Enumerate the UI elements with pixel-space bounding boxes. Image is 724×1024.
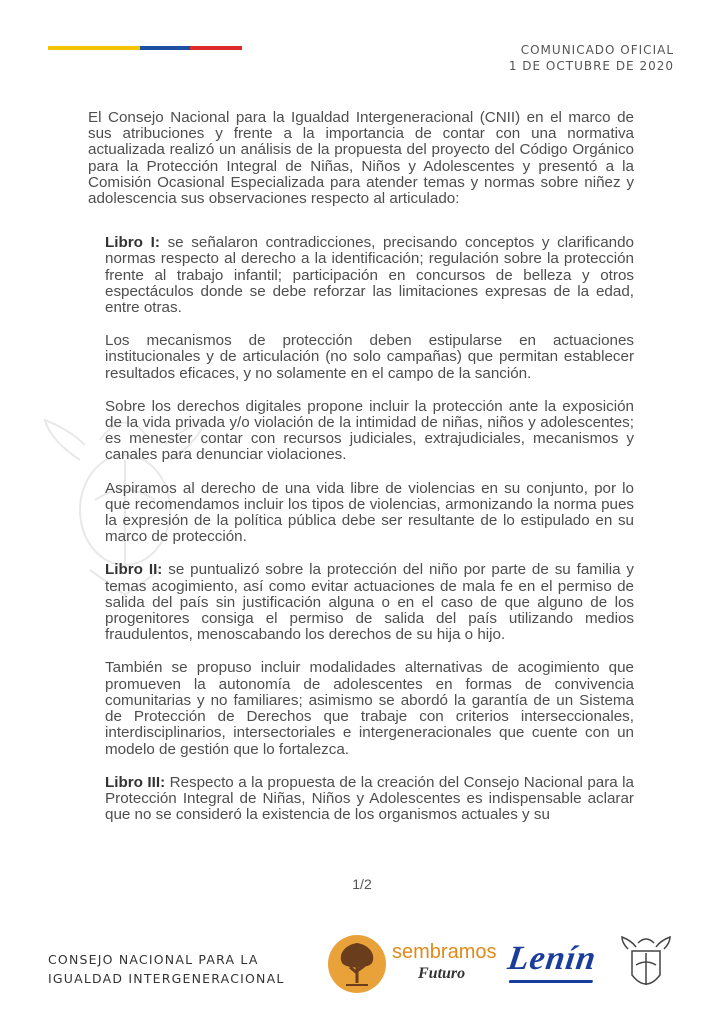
- libro-3-text: Respecto a la propuesta de la creación del Consejo Nacional para la Protección Integral de Niñas, Niños y Adolescentes es indispensable aclarar que no se consideró la existencia de los organismos actuales y su: [105, 773, 634, 824]
- coat-of-arms-icon: [620, 935, 672, 997]
- libro-3-label: Libro III:: [105, 773, 166, 791]
- document-body: [88, 110, 634, 840]
- logo-futuro-text: Futuro: [418, 965, 466, 982]
- derechos-digitales-paragraph: Sobre los derechos digitales propone incluir la protección ante la exposición de la vida privada y/o violación de la intimidad de niñas, niños y adolescentes; es menester contar con recursos judiciales, extrajudiciales, mecanismos y canales para denunciar violaciones.: [105, 397, 634, 464]
- logo-sembramos-text: sembramos: [392, 941, 497, 963]
- acogimiento-paragraph: También se propuso incluir modalidades alternativas de acogimiento que promueven la autonomía de adolescentes en formas de convivencia comunitarias y no familiares; asimismo se abordó la garantía de un Sistema de Protección de Derechos que trabaje con criterios interseccionales, interdisciplinarios, intersectoriales e intergeneracionales que cuente con un modelo de gestión que lo fortalezca.: [105, 659, 634, 758]
- flag-color-bar: [48, 46, 242, 50]
- sembramos-futuro-logo: [326, 935, 496, 995]
- flag-red-stripe: [190, 46, 242, 50]
- footer-organization: [48, 950, 285, 988]
- header-date: 1 DE OCTUBRE DE 2020: [508, 59, 674, 73]
- flag-blue-stripe: [140, 46, 190, 50]
- intro-paragraph: El Consejo Nacional para la Igualdad Intergeneracional (CNII) en el marco de sus atribuciones y frente a la importancia de contar con una normativa actualizada realizó un análisis de la propuesta del proyecto del Código Orgánico para la Protección Integral de Niñas, Niños y Adolescentes y presentó a la Comisión Ocasional Especializada para atender temas y normas sobre niñez y adolescencia sus observaciones respecto al articulado:: [88, 109, 634, 208]
- footer-org-line-2: IGUALDAD INTERGENERACIONAL: [48, 971, 285, 986]
- document-header: [509, 42, 674, 74]
- lenin-logo: [505, 940, 598, 978]
- libro-2-text: se puntualizó sobre la protección del niño por parte de su familia y temas acogimiento, así como evitar actuaciones de mala fe en el permiso de salida del país sin justificación alguna o en el caso de que alguno de los progenitores consiga el permiso de salida del país utilizando medios fraudulentos, menoscabando los derechos de su hija o hijo.: [105, 561, 635, 644]
- logo-lenin-text: Lenín: [505, 940, 599, 977]
- libro-3-paragraph: [105, 775, 634, 824]
- footer-org-line-1: CONSEJO NACIONAL PARA LA: [48, 952, 259, 967]
- flag-yellow-stripe: [48, 46, 140, 50]
- libro-1-text: se señalaron contradicciones, precisando conceptos y clarificando normas respecto al derecho a la identificación; regulación sobre la protección frente al trabajo infantil; participación en concursos de belleza y otros espectáculos donde se debe reforzar las limitaciones expresas de la edad, entre otras.: [105, 234, 634, 317]
- libro-2-label: Libro II:: [105, 561, 163, 579]
- tree-icon: [326, 933, 388, 995]
- logo-lenin-underline: [509, 980, 594, 983]
- header-title: COMUNICADO OFICIAL: [520, 43, 674, 57]
- libro-1-label: Libro I:: [105, 234, 160, 252]
- page-number: 1/2: [352, 876, 372, 892]
- mecanismos-paragraph: Los mecanismos de protección deben estipularse en actuaciones institucionales y de articulación (no solo campañas) que permitan establecer resultados eficaces, y no solamente en el campo de la sanción.: [105, 332, 634, 382]
- indented-section: [88, 235, 634, 823]
- libro-1-paragraph: [105, 235, 634, 316]
- libro-2-paragraph: [105, 562, 634, 643]
- violencias-paragraph: Aspiramos al derecho de una vida libre de violencias en su conjunto, por lo que recomendamos incluir los tipos de violencias, armonizando la norma pues la expresión de la política pública debe ser resultante de lo estipulado en su marco de protección.: [105, 479, 634, 546]
